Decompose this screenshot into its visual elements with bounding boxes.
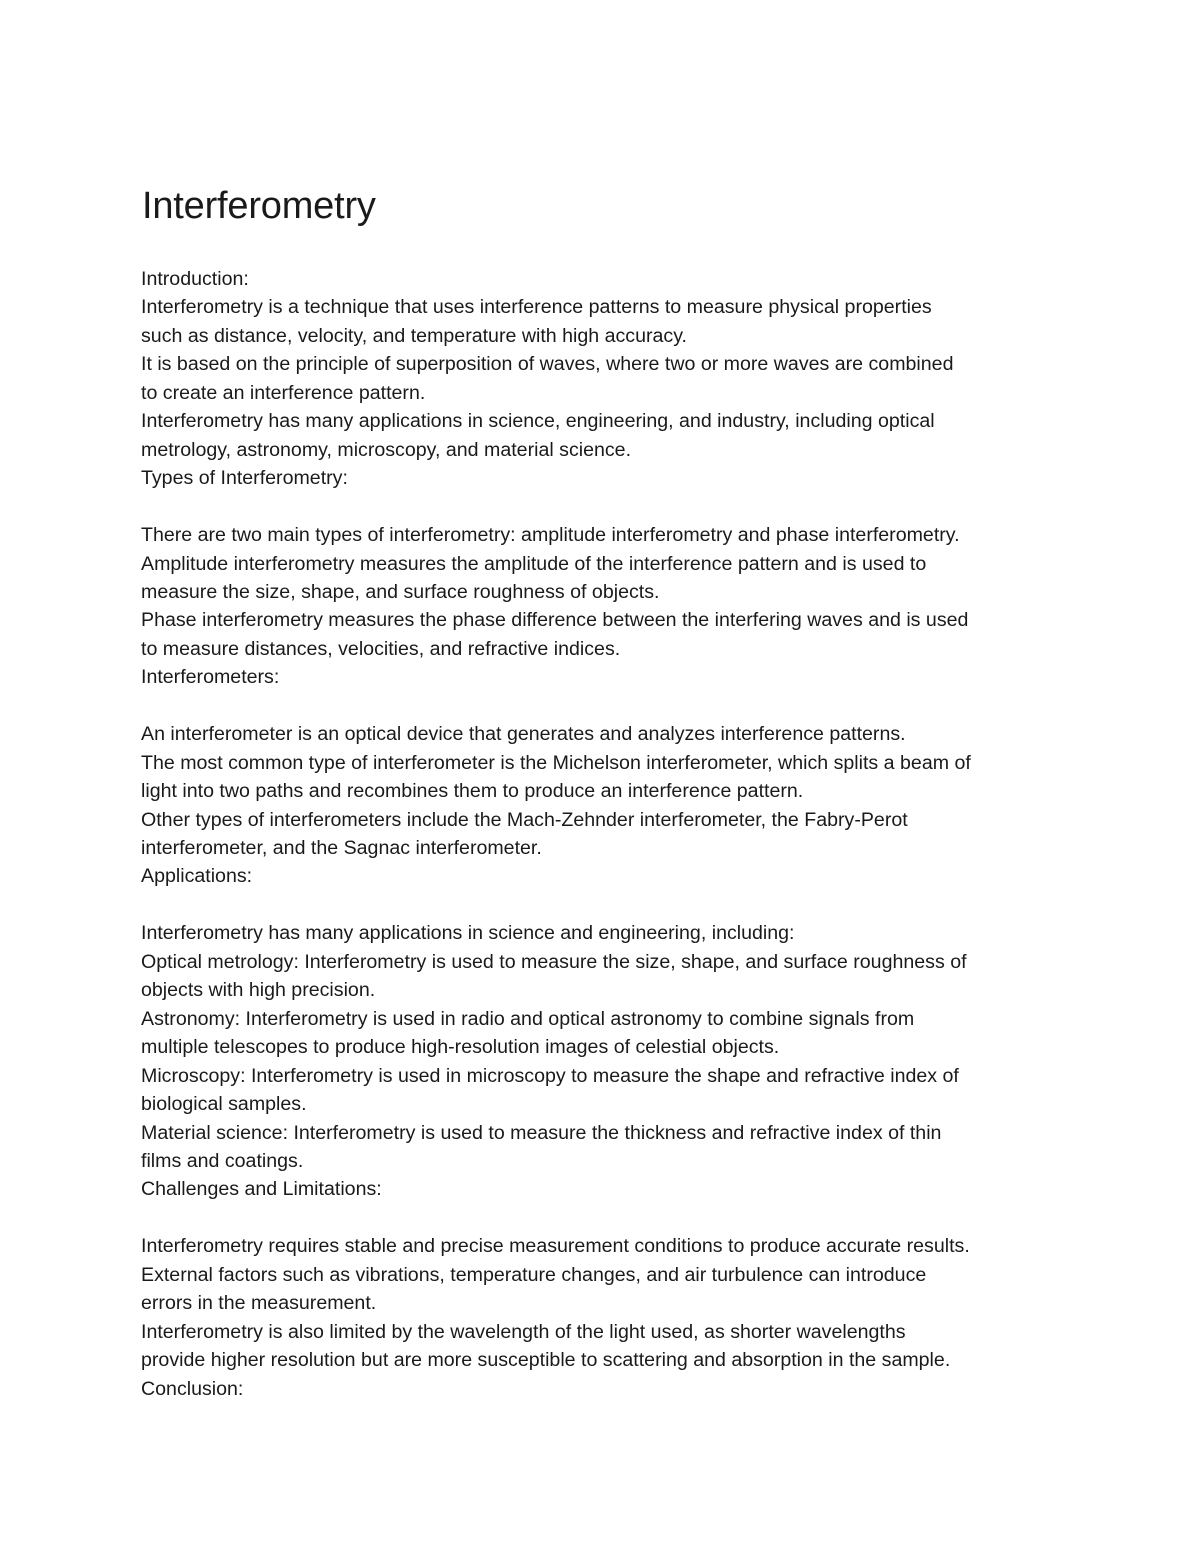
text-line: External factors such as vibrations, temperature changes, and air turbulence can introduce xyxy=(141,1263,927,1286)
text-line: multiple telescopes to produce high-resolution images of celestial objects. xyxy=(141,1036,780,1059)
blank-line xyxy=(141,493,1081,521)
blank-line xyxy=(141,891,1081,919)
text-line: provide higher resolution but are more susceptible to scattering and absorption in the sample. xyxy=(141,1349,951,1372)
text-line: Interferometry has many applications in science, engineering, and industry, including optical xyxy=(141,410,935,433)
text-line: Challenges and Limitations: xyxy=(141,1178,382,1201)
document-body xyxy=(141,265,1081,1403)
text-line: Other types of interferometers include the Mach-Zehnder interferometer, the Fabry-Perot xyxy=(141,808,908,831)
text-line: to create an interference pattern. xyxy=(141,381,426,404)
text-line: Interferometry is a technique that uses interference patterns to measure physical properties xyxy=(141,296,932,319)
text-line: metrology, astronomy, microscopy, and material science. xyxy=(141,438,632,461)
text-line: measure the size, shape, and surface roughness of objects. xyxy=(141,580,660,603)
blank-line xyxy=(141,1204,1081,1232)
text-line: Introduction: xyxy=(141,268,249,290)
text-line: Interferometry has many applications in science and engineering, including: xyxy=(141,922,795,945)
text-line: Types of Interferometry: xyxy=(141,467,348,490)
text-line: light into two paths and recombines them to produce an interference pattern. xyxy=(141,780,804,803)
text-line: Optical metrology: Interferometry is used to measure the size, shape, and surface roughness of xyxy=(141,950,967,973)
text-line: Microscopy: Interferometry is used in microscopy to measure the shape and refractive index of xyxy=(141,1064,959,1087)
text-line: objects with high precision. xyxy=(141,979,376,1002)
text-line: Material science: Interferometry is used to measure the thickness and refractive index of thin xyxy=(141,1121,942,1144)
text-line: to measure distances, velocities, and refractive indices. xyxy=(141,637,621,660)
text-line: It is based on the principle of superposition of waves, where two or more waves are combined xyxy=(141,353,954,376)
text-line: The most common type of interferometer is the Michelson interferometer, which splits a beam of xyxy=(141,751,971,774)
text-line: films and coatings. xyxy=(141,1150,304,1172)
text-line: Conclusion: xyxy=(141,1377,244,1400)
text-line: interferometer, and the Sagnac interferometer. xyxy=(141,837,542,860)
text-line: An interferometer is an optical device that generates and analyzes interference patterns. xyxy=(141,723,906,746)
text-line: Phase interferometry measures the phase difference between the interfering waves and is used xyxy=(141,609,969,632)
text-line: Amplitude interferometry measures the amplitude of the interference pattern and is used to xyxy=(141,552,927,575)
text-line: Applications: xyxy=(141,865,253,888)
text-line: Astronomy: Interferometry is used in radio and optical astronomy to combine signals from xyxy=(141,1007,915,1030)
blank-line xyxy=(141,692,1081,720)
text-line: errors in the measurement. xyxy=(141,1292,377,1315)
text-line: Interferometry is also limited by the wavelength of the light used, as shorter wavelengths xyxy=(141,1320,906,1343)
text-line: There are two main types of interferometry: amplitude interferometry and phase interferometry. xyxy=(141,524,960,547)
text-line: Interferometry requires stable and precise measurement conditions to produce accurate results. xyxy=(141,1235,970,1258)
text-line: biological samples. xyxy=(141,1093,307,1116)
text-line: such as distance, velocity, and temperature with high accuracy. xyxy=(141,324,687,347)
document-title: Interferometry xyxy=(142,185,376,227)
text-line: Interferometers: xyxy=(141,666,280,689)
